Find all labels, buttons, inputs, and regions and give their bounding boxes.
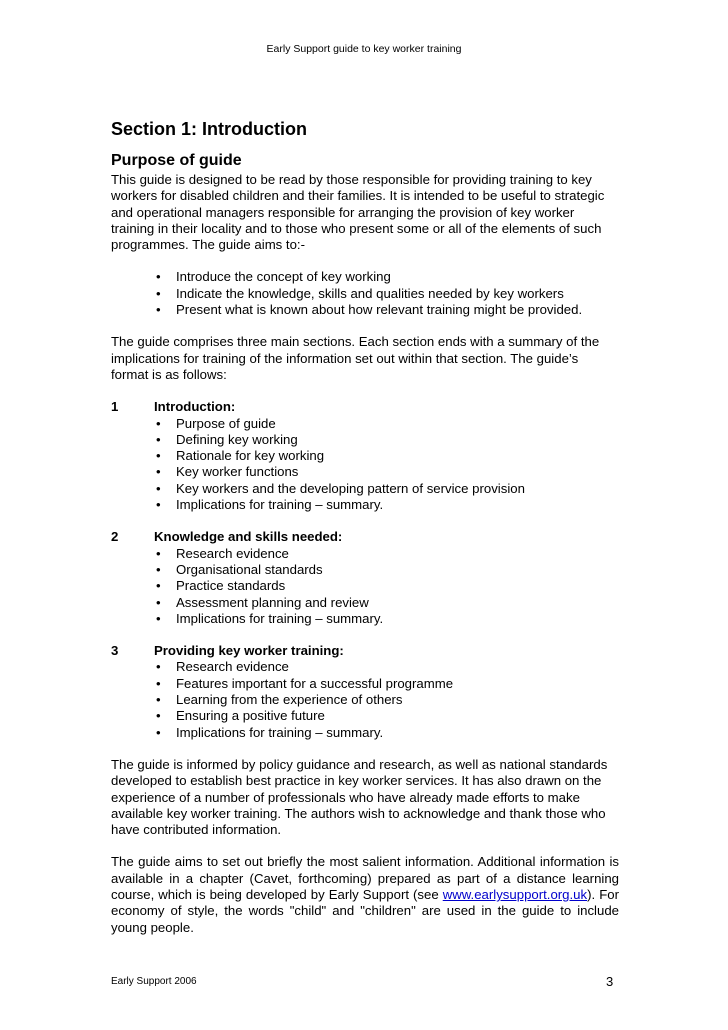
list-item: • Research evidence bbox=[154, 546, 619, 562]
aims-text-after-link: ). For economy of style, the words "child" and "children" are used in the guide to include young people. bbox=[111, 886, 619, 935]
list-item: • Features important for a successful programme bbox=[154, 676, 619, 692]
earlysupport-link[interactable]: www.earlysupport.org.uk bbox=[442, 886, 588, 902]
list-item: • Purpose of guide bbox=[154, 416, 619, 432]
outline-title: Knowledge and skills needed: bbox=[154, 529, 343, 545]
outline-items bbox=[154, 659, 619, 740]
list-item: • Key worker functions bbox=[154, 464, 619, 480]
list-item: • Indicate the knowledge, skills and qualities needed by key workers bbox=[154, 286, 619, 302]
list-item: • Assessment planning and review bbox=[154, 595, 619, 611]
list-item: • Rationale for key working bbox=[154, 448, 619, 464]
section-title: Section 1: Introduction bbox=[111, 119, 307, 139]
subheading: Purpose of guide bbox=[111, 152, 242, 169]
list-item: • Key workers and the developing pattern of service provision bbox=[154, 481, 619, 497]
outline-section-3 bbox=[111, 643, 619, 741]
outline-items bbox=[154, 416, 619, 514]
list-item: • Organisational standards bbox=[154, 562, 619, 578]
aims-list bbox=[111, 269, 619, 318]
informed-paragraph: The guide is informed by policy guidance and research, as well as national standards developed to establish best practice in key worker services. It has also drawn on the experience of a number of professionals who have already made efforts to make available key worker training. The authors wish to acknowledge and thank those who have contributed information. bbox=[111, 756, 608, 838]
outline-items bbox=[154, 546, 619, 627]
list-item: • Implications for training – summary. bbox=[154, 611, 619, 627]
aims-paragraph bbox=[111, 854, 619, 935]
outline-section-1 bbox=[111, 399, 619, 513]
outline-number: 1 bbox=[111, 399, 119, 415]
list-item: • Introduce the concept of key working bbox=[154, 269, 619, 285]
outline-section-2 bbox=[111, 529, 619, 627]
list-item: • Ensuring a positive future bbox=[154, 708, 619, 724]
outline-title: Introduction: bbox=[154, 399, 236, 415]
outline-title: Providing key worker training: bbox=[154, 643, 344, 659]
list-item: • Learning from the experience of others bbox=[154, 692, 619, 708]
outline-number: 3 bbox=[111, 643, 119, 659]
structure-paragraph: The guide comprises three main sections. Each section ends with a summary of the implications for training of the information set out within that section. The guide’s format is as follows: bbox=[111, 334, 600, 382]
list-item: • Defining key working bbox=[154, 432, 619, 448]
list-item: • Implications for training – summary. bbox=[154, 725, 619, 741]
footer-text: Early Support 2006 bbox=[111, 976, 197, 987]
list-item: • Implications for training – summary. bbox=[154, 497, 619, 513]
intro-paragraph: This guide is designed to be read by those responsible for providing training to key workers for disabled children and their families. It is intended to be useful to strategic and operational managers responsible for arranging the provision of key worker training in their locality and to those who present some or all of the elements of such programmes. The guide aims to:- bbox=[111, 172, 605, 253]
list-item: • Research evidence bbox=[154, 659, 619, 675]
aims-text-before-link: The guide aims to set out briefly the most salient information. Additional information is available in a chapter (Cavet, forthcoming) prepared as part of a distance learning course, which is being developed by Early Support (see bbox=[111, 854, 619, 902]
page-content bbox=[111, 118, 619, 936]
list-item: • Practice standards bbox=[154, 578, 619, 594]
page-number: 3 bbox=[606, 974, 614, 989]
list-item: • Present what is known about how relevant training might be provided. bbox=[154, 302, 619, 318]
running-header: Early Support guide to key worker training bbox=[266, 43, 462, 55]
outline-number: 2 bbox=[111, 529, 119, 545]
